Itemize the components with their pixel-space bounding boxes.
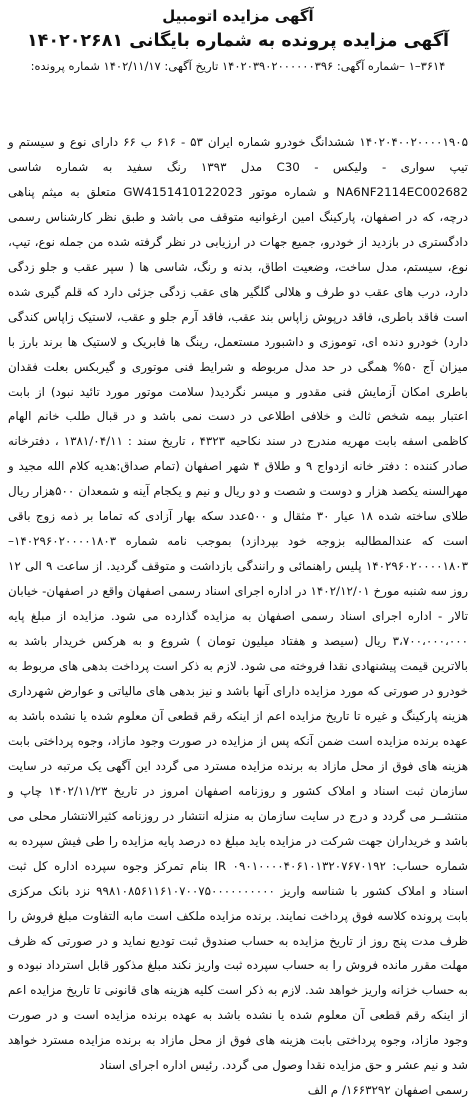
notice-body-paragraph: ۱۴۰۲۰۴۰۰۲۰۰۰۰۱۹۰۵ ششدانگ خودرو شماره ایران ۵۳ - ۶۱۶ ب ۶۶ دارای نوع و سیستم و تیپ سواری - ولیکس - C30 مدل ۱۳۹۳ رنگ سفید به شماره شاسی NA6NF2114EC002682 و شماره موتور GW4151410122023 متعلق به میثم پناهی درچه، که در اصفهان، پارکینگ امین ارغوانیه متوقف می باشد و طبق نظر کارشناس رسمی دادگستری در بازدید از خودرو، جمیع جهات در ارزیابی در نظر گرفته شده من جمله نوع، تیپ، نوع، سیستم، مدل ساخت، وضعیت اطاق، بدنه و رنگ، شاسی ها ( سپر عقب و جلو زدگی دارد، درب های عقب دو طرف و هلالی گلگیر های عقب زدگی جزئی دارد که قلم گیری شده است فاقد باطری، فاقد درپوش زاپاس بند عقب، فاقد آرم جلو و عقب، لاستیک زاپاس کندگی دارد) خودرو دنده ای، توموزی و داشبورد مستعمل، رینگ ها فابریک و لاستیک ها برند بارز با میزان آج ۵۰% همگی در حد مدل مربوطه و شرایط فنی موتوری و گیربکس بعلت فقدان باطری امکان آزمایش فنی مقدور و میسر نگردید( سلامت موتور مورد تائید نبود) از بابت اعتبار بیمه شخص ثالث و خلافی اطلاعی در دست نمی باشد و در قبال طلب خانم الهام کاظمی اسفه بابت مهریه مندرج در سند نکاحیه ۴۳۲۳ ، تاریخ سند : ۱۳۸۱/۰۴/۱۱ ، دفترخانه صادر کننده : دفتر خانه ازدواج ۹ و طلاق ۴ شهر اصفهان (تمام صداق:هدیه کلام الله مجید و مهرالسنه یکصد هزار و دوست و شصت و دو ریال و نیم و یکجام آینه و شمعدان ۵۰۰هزار ریال طلای ساخته شده ۱۸ عیار ۳۰ مثقال و ۵۰۰عدد سکه بهار آزادی که تماما بر ذمه زوج باقی است که عندالمطالبه بزوجه خود بپردازد) بموجب نامه شماره ۱۴۰۲۹۶۰۲۰۰۰۰۱۸۰۳–۱۴۰۲۹۶۰۲۰۰۰۰۱۸۰۳ پلیس راهنمائی و رانندگی بازداشت و متوقف گردید. از ساعت ۹ الی ۱۲ روز سه شنبه مورخ ۱۴۰۲/۱۲/۰۱ در اداره اجرای اسناد رسمی اصفهان واقع در اصفهان- خیابان تالار - اداره اجرای اسناد رسمی اصفهان به مزایده گذارده می شود. مزایده از مبلغ پایه ۳،۷۰۰،۰۰۰،۰۰۰ ریال (سیصد و هفتاد میلیون تومان ) شروع و به هرکس خریدار باشد به بالاترین قیمت پیشنهادی نقدا فروخته می شود. لازم به ذکر است پرداخت بدهی های مربوط به خودرو در صورتی که مورد مزایده دارای آنها باشد و نیز بدهی های مالیاتی و عوارض شهرداری هزینه پارکینگ و غیره تا تاریخ مزایده اعم از اینکه رقم قطعی آن معلوم شده یا نشده باشد به عهده برنده مزایده است ضمن آنکه پس از مزایده در صورت وجود مازاد، وجوه پرداختی بابت هزینه های فوق از محل مازاد به برنده مزایده مسترد می گردد این آگهی یک مرتبه در سایت سازمان ثبت اسناد و املاک کشور و روزنامه اصفهان امروز در تاریخ ۱۴۰۲/۱۱/۲۳ چاپ و منتشــر می گردد و درج در سایت سازمان به منزله انتشار در روزنامه کثیرالانتشار محلی می باشد و خریداران جهت شرکت در مزایده باید مبلغ ده درصد پایه مزایده را طی فیش سپرده به شماره حساب: IR ۰۹۰۱۰۰۰۰۴۰۶۱۰۱۳۲۰۷۶۷۰۱۹۲ بنام تمرکز وجوه سپرده اداره کل ثبت اسناد و املاک کشور با شناسه واریز ۹۹۸۱۰۸۵۶۱۱۶۱۰۷۰۰۷۵۰۰۰۰۰۰۰۰۰۰ نزد بانک مرکزی بابت پرونده کلاسه فوق پرداخت نمایند. برنده مزایده ملکف است مابه التفاوت مبلغ فروش را ظرف مدت پنج روز از تاریخ مزایده به حساب صندوق ثبت تودیع نماید و در صورتی که ظرف مهلت مقرر مانده فروش را به حساب سپرده ثبت واریز نکند مبلغ مذکور قابل استرداد نبوده و به حساب خزانه واریز خواهد شد. لازم به ذکر است کلیه هزینه های قانونی تا تاریخ مزایده اعم از اینکه رقم قطعی آن معلوم شده یا نشده باشد به عهده برنده مزایده است و در صورت وجود مازاد، وجوه پرداختی بابت هزینه های فوق از محل مازاد به برنده مزایده مسترد خواهد شد و نیم عشر و حق مزایده نقدا وصول می گردد. رئیس اداره اجرای اسناد [8, 135, 469, 1073]
notice-title: آگهی مزایده پرونده به شماره بایگانی ۱۴۰۲۰۲۶۸۱ [26, 31, 450, 51]
notice-header [8, 6, 468, 76]
notice-meta-line: ۳۶۱۴–۱ –شماره آگهی: ۱۴۰۲۰۳۹۰۲۰۰۰۰۰۰۳۹۶ تاریخ آگهی: ۱۴۰۲/۱۱/۱۷ شماره پرونده: [30, 59, 446, 73]
notice-signature: رسمی اصفهان ۱۶۶۳۲۹۲/ م الف [307, 1083, 468, 1098]
notice-kicker: آگهی مزایده اتومبیل [162, 7, 314, 25]
